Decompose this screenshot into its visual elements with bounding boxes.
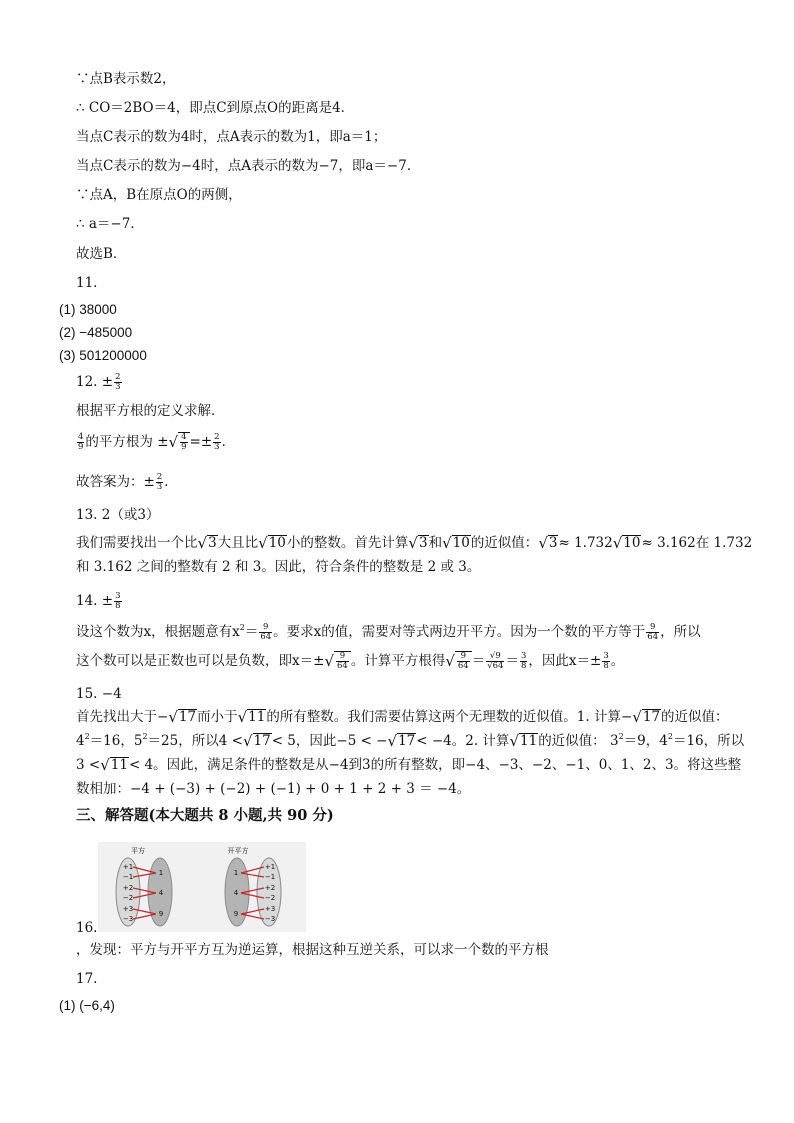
right-input: 1 (233, 869, 239, 877)
answer-item: (1) (−6,4) (59, 998, 115, 1013)
text-line: 和 3.162 之间的整数有 2 和 3。因此，符合条件的整数是 2 或 3。 (76, 559, 481, 575)
text-line: 当点C表示的数为−4时，点A表示的数为−7，即a＝−7． (76, 158, 421, 174)
right-num: −3 (264, 915, 276, 923)
left-result: 4 (158, 889, 164, 897)
text-line: 故选B． (76, 246, 127, 262)
text-line: ∴ a＝−7． (76, 216, 144, 232)
right-num: −2 (264, 894, 276, 902)
question-12: 12. ± $\frac{2}{3}$ (76, 372, 121, 392)
right-input: 4 (233, 889, 239, 897)
answer-item: (2) −485000 (59, 325, 133, 340)
left-title: 平方 (131, 847, 145, 855)
right-num: −1 (264, 873, 276, 881)
text-line: 当点C表示的数为4时，点A表示的数为1，即a＝1； (76, 129, 387, 145)
right-num: +2 (264, 884, 276, 892)
text-line: ∵点B表示数2， (76, 71, 176, 87)
text-line: 设这个数为x，根据题意有$x^2=$ $\frac{9}{64}$ 。要求x的值，需要对等式两边开平方。因为一个数的平方等于 $\frac{9}{64}$ ，所以 (76, 622, 701, 642)
left-num: +3 (122, 905, 134, 913)
question-number: 17. (76, 971, 98, 987)
left-num: −2 (122, 894, 134, 902)
left-num: −1 (122, 873, 134, 881)
left-result: 1 (158, 869, 164, 877)
left-num: −3 (122, 915, 134, 923)
text-line: 数相加：−4 + (−3) + (−2) + (−1) + 0 + 1 + 2 + 3 ＝ −4。 (76, 781, 471, 797)
square-root-diagram (98, 842, 306, 932)
question-13: 13. 2（或3） (76, 507, 160, 523)
question-number: 11. (76, 275, 98, 291)
text-line: $\frac{4}{9}$ 的平方根为 ±√ $\frac{4}{9}$ =± $\frac{2}{3}$ ． (78, 432, 236, 452)
text-line: 这个数可以是正数也可以是负数，即x＝±√ $\frac{9}{64}$ 。计算平方根得√ $\frac{9}{64}$ ＝ $\frac{√9}{√64}$ ＝ $\frac{3}{8}$ ，因此x＝± $\frac{3}{8}$ 。 (76, 651, 625, 671)
text-line: 根据平方根的定义求解． (76, 403, 225, 419)
text-line: ，发现：平方与开平方互为逆运算，根据这种互逆关系，可以求一个数的平方根 (76, 942, 549, 958)
question-number: 16. (76, 920, 98, 936)
right-num: +3 (264, 905, 276, 913)
right-input: 9 (233, 910, 239, 918)
left-result: 9 (158, 910, 164, 918)
answer-item: (3) 501200000 (59, 348, 147, 363)
right-title: 开平方 (227, 847, 249, 855)
section-heading: 三、解答题(本大题共 8 小题,共 90 分) (76, 807, 334, 824)
text-line: 首先找出大于−√17而小于√11的所有整数。我们需要估算这两个无理数的近似值。1. 计算−√17的近似值： (76, 708, 729, 726)
text-line: 我们需要找出一个比√3大且比√10小的整数。首先计算√3和√10的近似值：√3≈ 1.732√10≈ 3.162在 1.732 (76, 534, 753, 552)
text-line: 3 <√11< 4。因此，满足条件的整数是从−4到3的所有整数，即−4、−3、−2、−1、0、1、2、3。将这些整 (76, 756, 742, 774)
text-line: ∴ CO＝2BO＝4，即点C到原点O的距离是4． (76, 100, 355, 116)
text-line: ∵点A，B在原点O的两侧， (76, 187, 242, 203)
right-num: +1 (264, 863, 276, 871)
text-line: $4^2=16$，$5^2=25$，所以4 <√17< 5，因此−5 < −√17< −4。2. 计算√11的近似值： $3^2=9$，$4^2=16$，所以 (76, 732, 745, 750)
text-line: 故答案为：± $\frac{2}{3}$ ． (76, 472, 178, 492)
left-num: +2 (122, 884, 134, 892)
left-num: +1 (122, 863, 134, 871)
answer-item: (1) 38000 (59, 302, 117, 317)
question-15: 15. −4 (76, 686, 122, 702)
question-14: 14. ± $\frac{3}{8}$ (76, 591, 121, 611)
